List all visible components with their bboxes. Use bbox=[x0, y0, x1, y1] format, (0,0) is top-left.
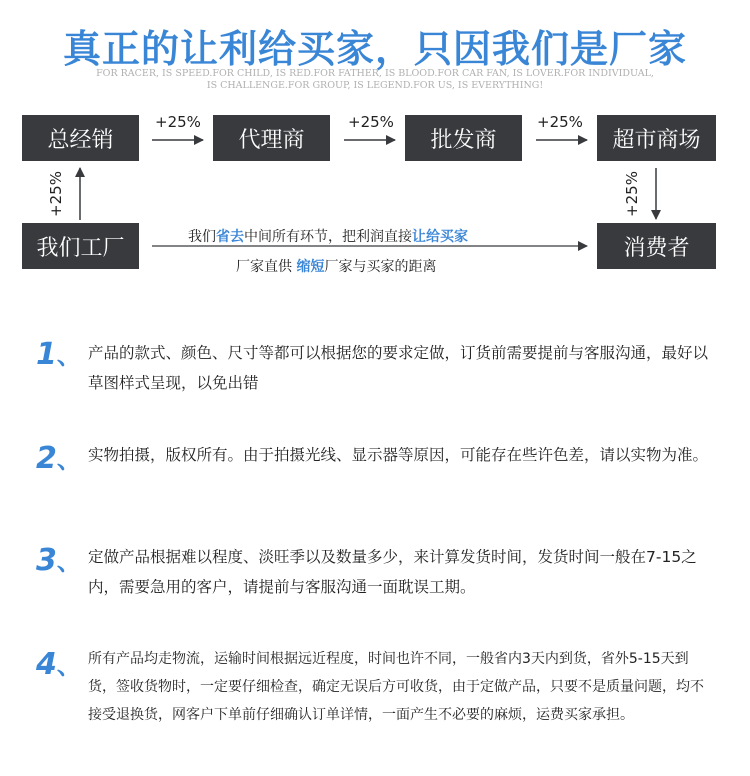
markup-label: +25% bbox=[537, 113, 583, 131]
text: 我们 bbox=[188, 229, 216, 245]
separator: 、 bbox=[56, 446, 81, 474]
markup-label: +25% bbox=[348, 113, 394, 131]
slogan-line-2: IS CHALLENGE.FOR GROUP, IS LEGEND.FOR US, IS EVERYTHING! bbox=[206, 80, 544, 91]
highlight: 让给买家 bbox=[412, 229, 468, 245]
separator: 、 bbox=[56, 342, 81, 370]
box-general-distributor: 总经销 bbox=[22, 115, 139, 161]
number: 4 bbox=[36, 647, 57, 682]
note-text: 定做产品根据难以程度、淡旺季以及数量多少，来计算发货时间，发货时间一般在7-15之内，需要急用的客户，请提前与客服沟通一面耽误工期。 bbox=[88, 548, 697, 596]
box-our-factory: 我们工厂 bbox=[22, 223, 139, 269]
box-agent: 代理商 bbox=[213, 115, 330, 161]
note-text: 实物拍摄，版权所有。由于拍摄光线、显示器等原因，可能存在些许色差，请以实物为准。 bbox=[88, 446, 709, 464]
middle-message-top bbox=[188, 226, 468, 246]
markup-label-vertical: +25% bbox=[622, 171, 641, 217]
number: 1 bbox=[36, 337, 57, 372]
number: 3 bbox=[36, 543, 57, 578]
note-number bbox=[36, 542, 81, 578]
text: 厂家与买家的距离 bbox=[324, 259, 437, 275]
highlight: 缩短 bbox=[296, 259, 325, 275]
note-text: 产品的款式、颜色、尺寸等都可以根据您的要求定做，订货前需要提前与客服沟通，最好以草图样式呈现，以免出错 bbox=[88, 344, 709, 392]
note-number bbox=[36, 336, 81, 372]
box-supermarket: 超市商场 bbox=[597, 115, 716, 161]
highlight: 省去 bbox=[216, 229, 244, 245]
page-title: 真正的让利给买家，只因我们是厂家 bbox=[62, 27, 687, 71]
middle-message-bottom bbox=[236, 256, 436, 276]
slogan-line-1: FOR RACER, IS SPEED.FOR CHILD, IS RED.FOR FATHER, IS BLOOD.FOR CAR FAN, IS LOVER.FOR INDIVIDUAL, bbox=[96, 68, 654, 79]
separator: 、 bbox=[56, 652, 81, 680]
text: 厂家直供 bbox=[236, 259, 297, 275]
text: 中间所有环节，把利润直接 bbox=[244, 229, 412, 245]
markup-label-vertical: +25% bbox=[46, 171, 65, 217]
note-number bbox=[36, 646, 81, 682]
note-text: 所有产品均走物流，运输时间根据远近程度，时间也许不同，一般省内3天内到货，省外5-15天到货，签收货物时，一定要仔细检查，确定无误后方可收货，由于定做产品，只要不是质量问题，均不接受退换货，网客户下单前仔细确认订单详情，一面产生不必要的麻烦，运费买家承担。 bbox=[88, 651, 704, 723]
number: 2 bbox=[36, 441, 57, 476]
box-wholesaler: 批发商 bbox=[405, 115, 522, 161]
markup-label: +25% bbox=[155, 113, 201, 131]
separator: 、 bbox=[56, 548, 81, 576]
note-number bbox=[36, 440, 81, 476]
box-consumer: 消费者 bbox=[597, 223, 716, 269]
